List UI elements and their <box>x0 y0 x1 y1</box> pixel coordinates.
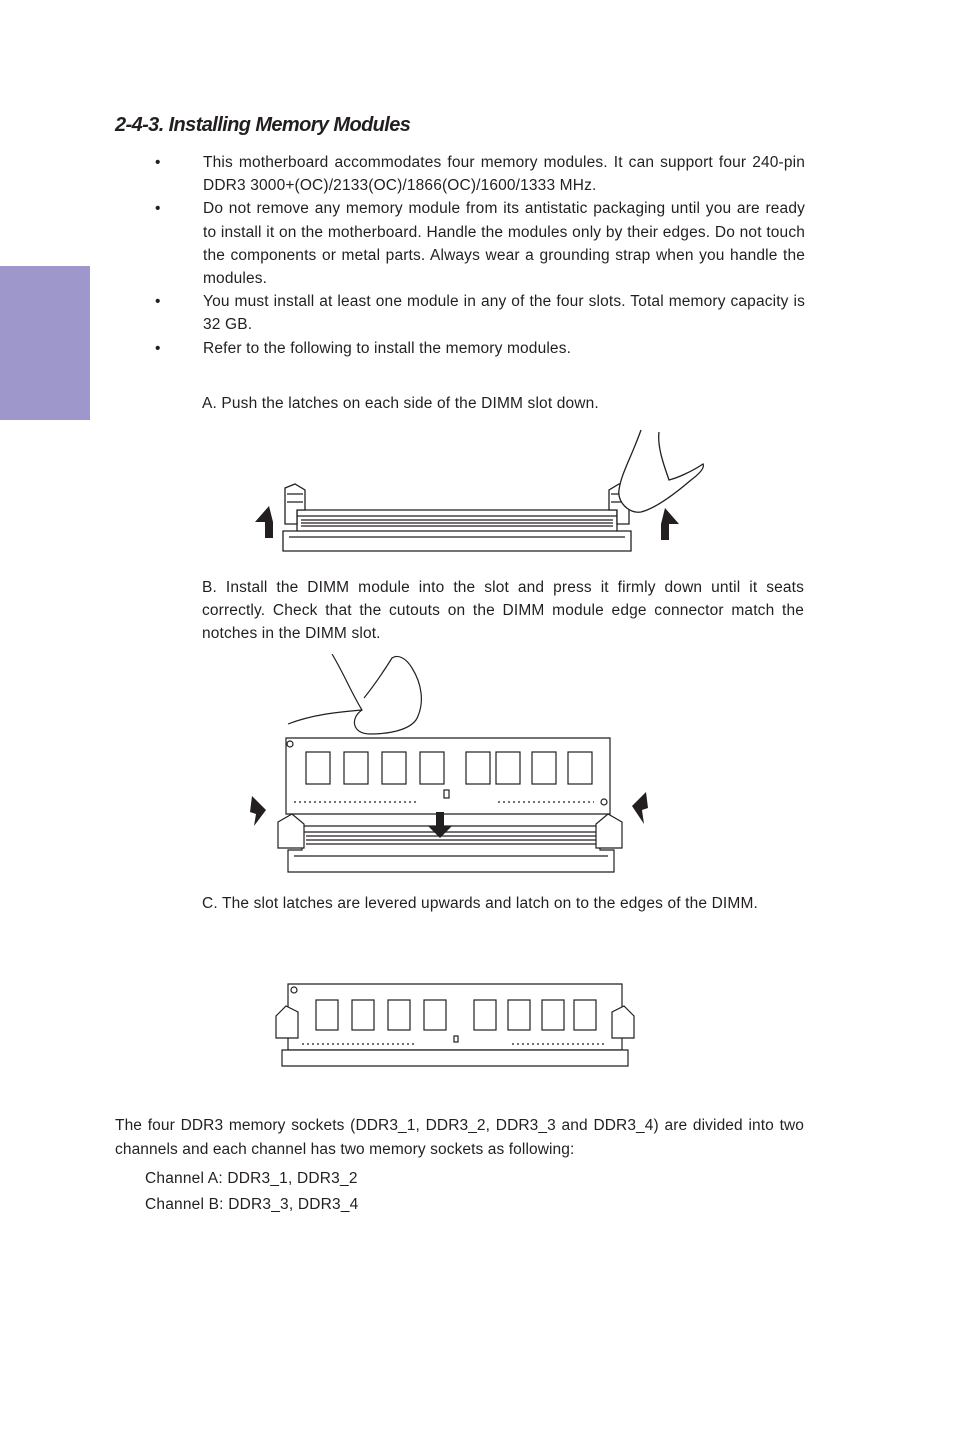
arrow-right-icon <box>661 508 679 540</box>
chapter-side-tab <box>0 266 90 420</box>
arrow-left-icon <box>255 506 273 538</box>
bullet-dot: • <box>155 200 161 218</box>
bullet-dot: • <box>155 154 161 171</box>
bullet-text: This motherboard accommodates four memory modules. It can support four 240-pin DDR3 3000+(OC)/2133(OC)/1866(OC)/1600/1333 MHz. <box>203 154 805 195</box>
dimm-module-icon <box>286 738 610 814</box>
arrow-right-icon <box>250 796 266 826</box>
channel-b: Channel B: DDR3_3, DDR3_4 <box>145 1196 359 1213</box>
dimm-slot-icon <box>283 510 631 551</box>
list-item <box>155 197 805 290</box>
arrow-left-icon <box>632 792 648 824</box>
bullet-dot: • <box>155 293 161 311</box>
step-description: Install the DIMM module into the slot and press it firmly down until it seats correctly. Check that the cutouts on the DIMM module edge connector match the notches in the DIMM slot. <box>202 579 804 643</box>
bullet-text: You must install at least one module in any of the four slots. Total memory capacity is 32 GB. <box>203 293 805 334</box>
channels-intro: The four DDR3 memory sockets (DDR3_1, DDR3_2, DDR3_3 and DDR3_4) are divided into two channels and each channel has two memory sockets as following: <box>115 1117 804 1158</box>
bullet-dot: • <box>155 339 161 357</box>
step-b-text <box>202 576 804 646</box>
section-heading: 2-4-3. Installing Memory Modules <box>115 114 411 136</box>
figure-latches-closed <box>272 980 644 1072</box>
step-letter: A. <box>202 395 217 412</box>
hand-icon <box>619 430 704 512</box>
step-letter: C. <box>202 895 218 912</box>
step-a-text <box>202 392 804 415</box>
figure-insert-module <box>248 654 652 876</box>
hand-icon <box>288 654 421 734</box>
channel-a: Channel A: DDR3_1, DDR3_2 <box>145 1170 358 1187</box>
bullet-text: Do not remove any memory module from its antistatic packaging until you are ready to install it on the motherboard. Handle the modules only by their edges. Do not touch the components or metal parts. Always wear a grounding strap when you handle the modules. <box>203 200 805 288</box>
step-description: The slot latches are levered upwards and latch on to the edges of the DIMM. <box>222 895 758 912</box>
list-item <box>155 290 805 336</box>
list-item <box>155 337 805 360</box>
step-c-text <box>202 892 804 915</box>
dimm-slot-icon <box>278 814 622 872</box>
dimm-module-icon <box>288 984 622 1050</box>
bullet-text: Refer to the following to install the memory modules. <box>203 339 572 357</box>
notes-list <box>155 151 805 360</box>
step-letter: B. <box>202 579 217 596</box>
step-description: Push the latches on each side of the DIMM slot down. <box>221 395 599 412</box>
list-item <box>155 151 805 197</box>
figure-latches-open <box>245 428 715 556</box>
